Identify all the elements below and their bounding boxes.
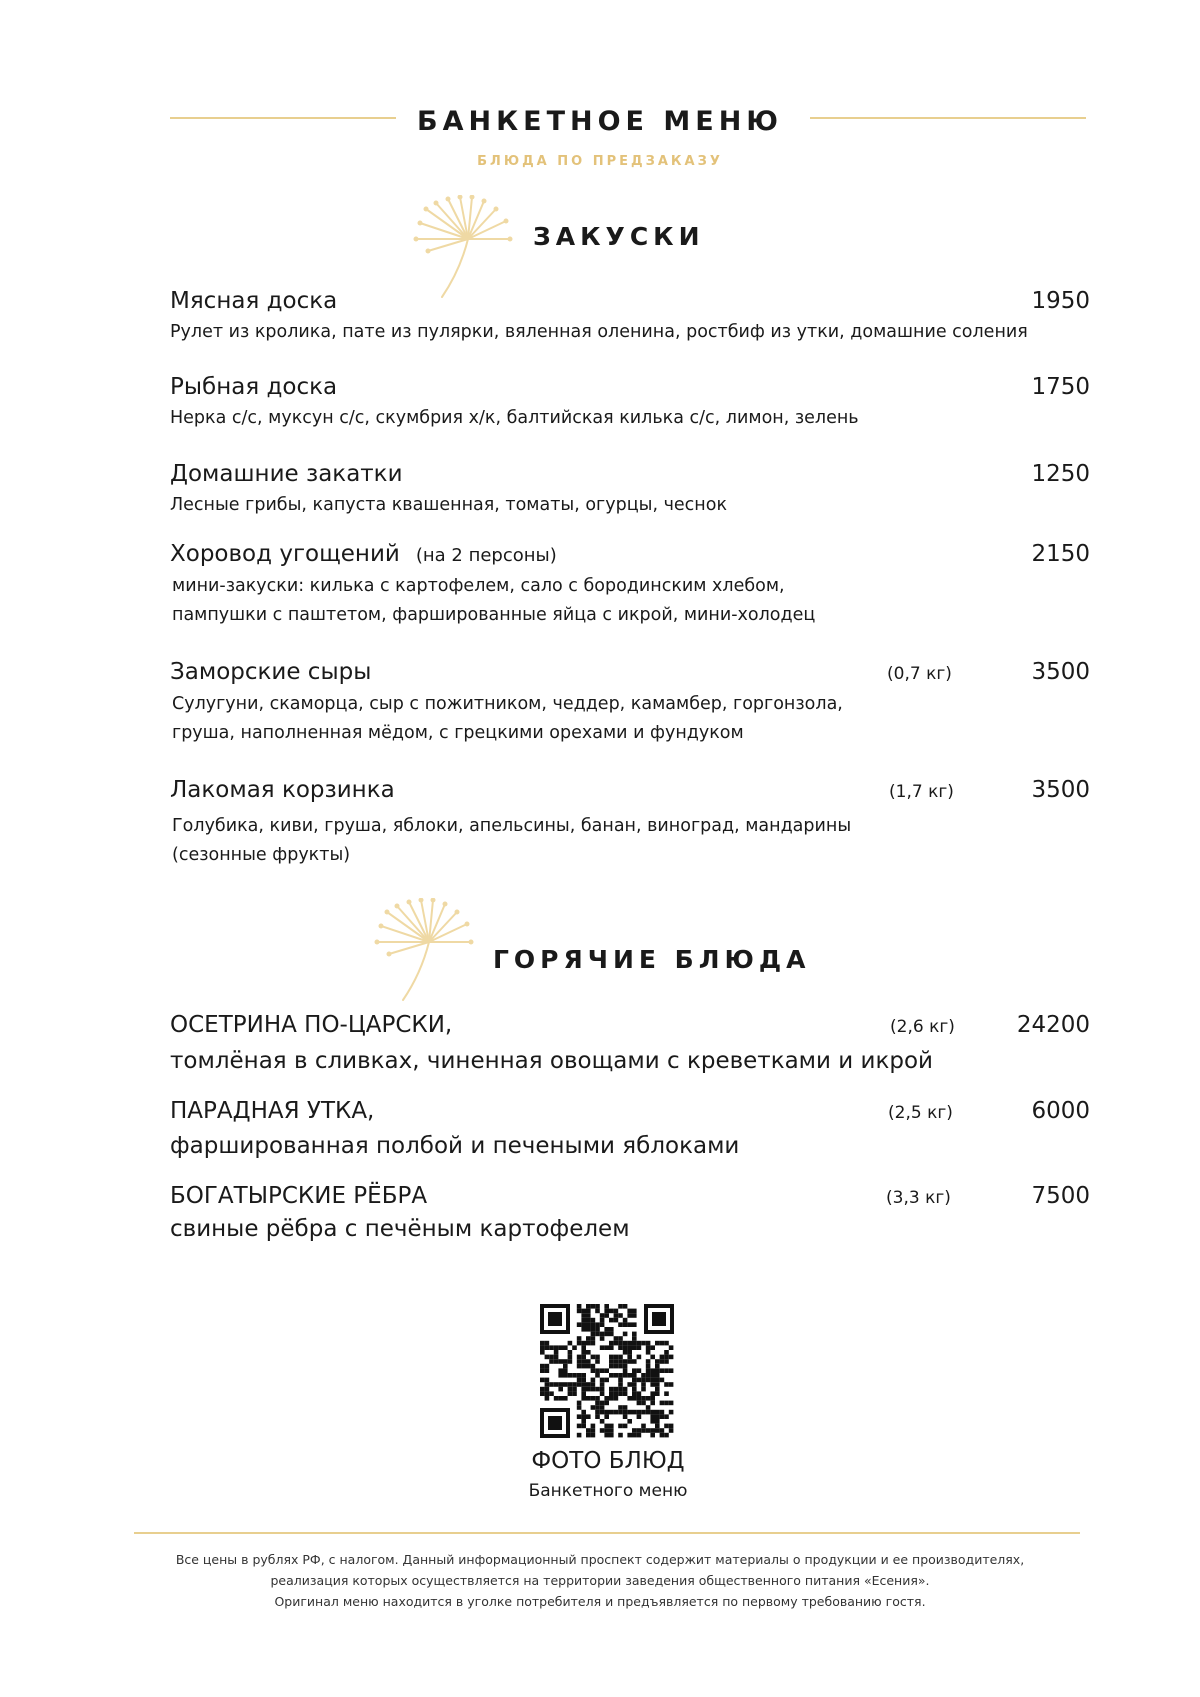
footer-disclaimer bbox=[120, 1549, 1080, 1612]
menu-item-price: 7500 bbox=[1031, 1183, 1090, 1209]
qr-label: ФОТО БЛЮД bbox=[531, 1448, 685, 1474]
menu-item-price: 6000 bbox=[1031, 1098, 1090, 1124]
menu-item-description: пампушки с паштетом, фаршированные яйца с икрой, мини-холодец bbox=[172, 605, 816, 625]
menu-item-weight: (3,3 кг) bbox=[886, 1188, 951, 1208]
menu-item-name: Лакомая корзинка bbox=[170, 777, 395, 803]
footer-line: Все цены в рублях РФ, с налогом. Данный информационный проспект содержит материалы о продукции и ее производителях, bbox=[175, 1552, 1025, 1567]
menu-item-name: Мясная доска bbox=[170, 288, 338, 314]
menu-item-description: томлёная в сливках, чиненная овощами с креветками и икрой bbox=[170, 1048, 934, 1074]
menu-item-name: Домашние закатки bbox=[170, 461, 403, 487]
menu-item-description: свиные рёбра с печёным картофелем bbox=[170, 1216, 630, 1242]
menu-item-title: Хоровод угощений bbox=[170, 541, 400, 567]
menu-item-price: 1950 bbox=[1031, 288, 1090, 314]
menu-item-price: 24200 bbox=[1016, 1012, 1090, 1038]
menu-item-price: 1250 bbox=[1031, 461, 1090, 487]
menu-item-description: Голубика, киви, груша, яблоки, апельсины, банан, виноград, мандарины bbox=[172, 816, 852, 836]
menu-item-description: (сезонные фрукты) bbox=[172, 845, 351, 865]
menu-item-price: 3500 bbox=[1031, 777, 1090, 803]
menu-item-note: (на 2 персоны) bbox=[415, 545, 557, 566]
section-title-appetizers: ЗАКУСКИ bbox=[533, 222, 705, 251]
menu-item-description: мини-закуски: килька с картофелем, сало с бородинским хлебом, bbox=[172, 576, 785, 596]
menu-item-weight: (2,5 кг) bbox=[888, 1103, 953, 1123]
menu-item-weight: (1,7 кг) bbox=[889, 782, 954, 802]
menu-item-description: груша, наполненная мёдом, с грецкими орехами и фундуком bbox=[172, 723, 744, 743]
menu-item-description: Рулет из кролика, пате из пулярки, вяленная оленина, ростбиф из утки, домашние соления bbox=[170, 322, 1028, 342]
dandelion-sprig-icon bbox=[412, 195, 518, 300]
menu-item-description: Сулугуни, скаморца, сыр с пожитником, чеддер, камамбер, горгонзола, bbox=[172, 694, 843, 714]
menu-item-name: ПАРАДНАЯ УТКА, bbox=[170, 1098, 375, 1124]
menu-item-price: 2150 bbox=[1031, 541, 1090, 567]
menu-title: БАНКЕТНОЕ МЕНЮ bbox=[417, 106, 783, 137]
menu-item-name: Рыбная доска bbox=[170, 374, 338, 400]
menu-item-name bbox=[170, 541, 557, 567]
menu-item-description: фаршированная полбой и печеными яблоками bbox=[170, 1133, 740, 1159]
footer-line: реализация которых осуществляется на территории заведения общественного питания «Есения». bbox=[270, 1573, 930, 1588]
qr-code-icon[interactable] bbox=[538, 1302, 676, 1440]
menu-item-price: 3500 bbox=[1031, 659, 1090, 685]
menu-item-description: Лесные грибы, капуста квашенная, томаты, огурцы, чеснок bbox=[170, 495, 728, 515]
menu-item-weight: (0,7 кг) bbox=[887, 664, 952, 684]
menu-item-weight: (2,6 кг) bbox=[890, 1017, 955, 1037]
menu-subtitle: БЛЮДА ПО ПРЕДЗАКАЗУ bbox=[477, 154, 723, 169]
footer-rule bbox=[134, 1532, 1080, 1534]
menu-item-name: Заморские сыры bbox=[170, 659, 372, 685]
menu-item-description: Нерка с/с, муксун с/с, скумбрия х/к, балтийская килька с/с, лимон, зелень bbox=[170, 408, 859, 428]
footer-line: Оригинал меню находится в уголке потребителя и предъявляется по первому требованию гостя. bbox=[274, 1594, 926, 1609]
section-title-hot-dishes: ГОРЯЧИЕ БЛЮДА bbox=[493, 945, 811, 974]
menu-item-name: БОГАТЫРСКИЕ РЁБРА bbox=[170, 1183, 428, 1209]
menu-item-name: ОСЕТРИНА ПО-ЦАРСКИ, bbox=[170, 1012, 453, 1038]
menu-item-price: 1750 bbox=[1031, 374, 1090, 400]
dandelion-sprig-icon bbox=[373, 898, 479, 1003]
qr-sublabel: Банкетного меню bbox=[528, 1481, 688, 1501]
